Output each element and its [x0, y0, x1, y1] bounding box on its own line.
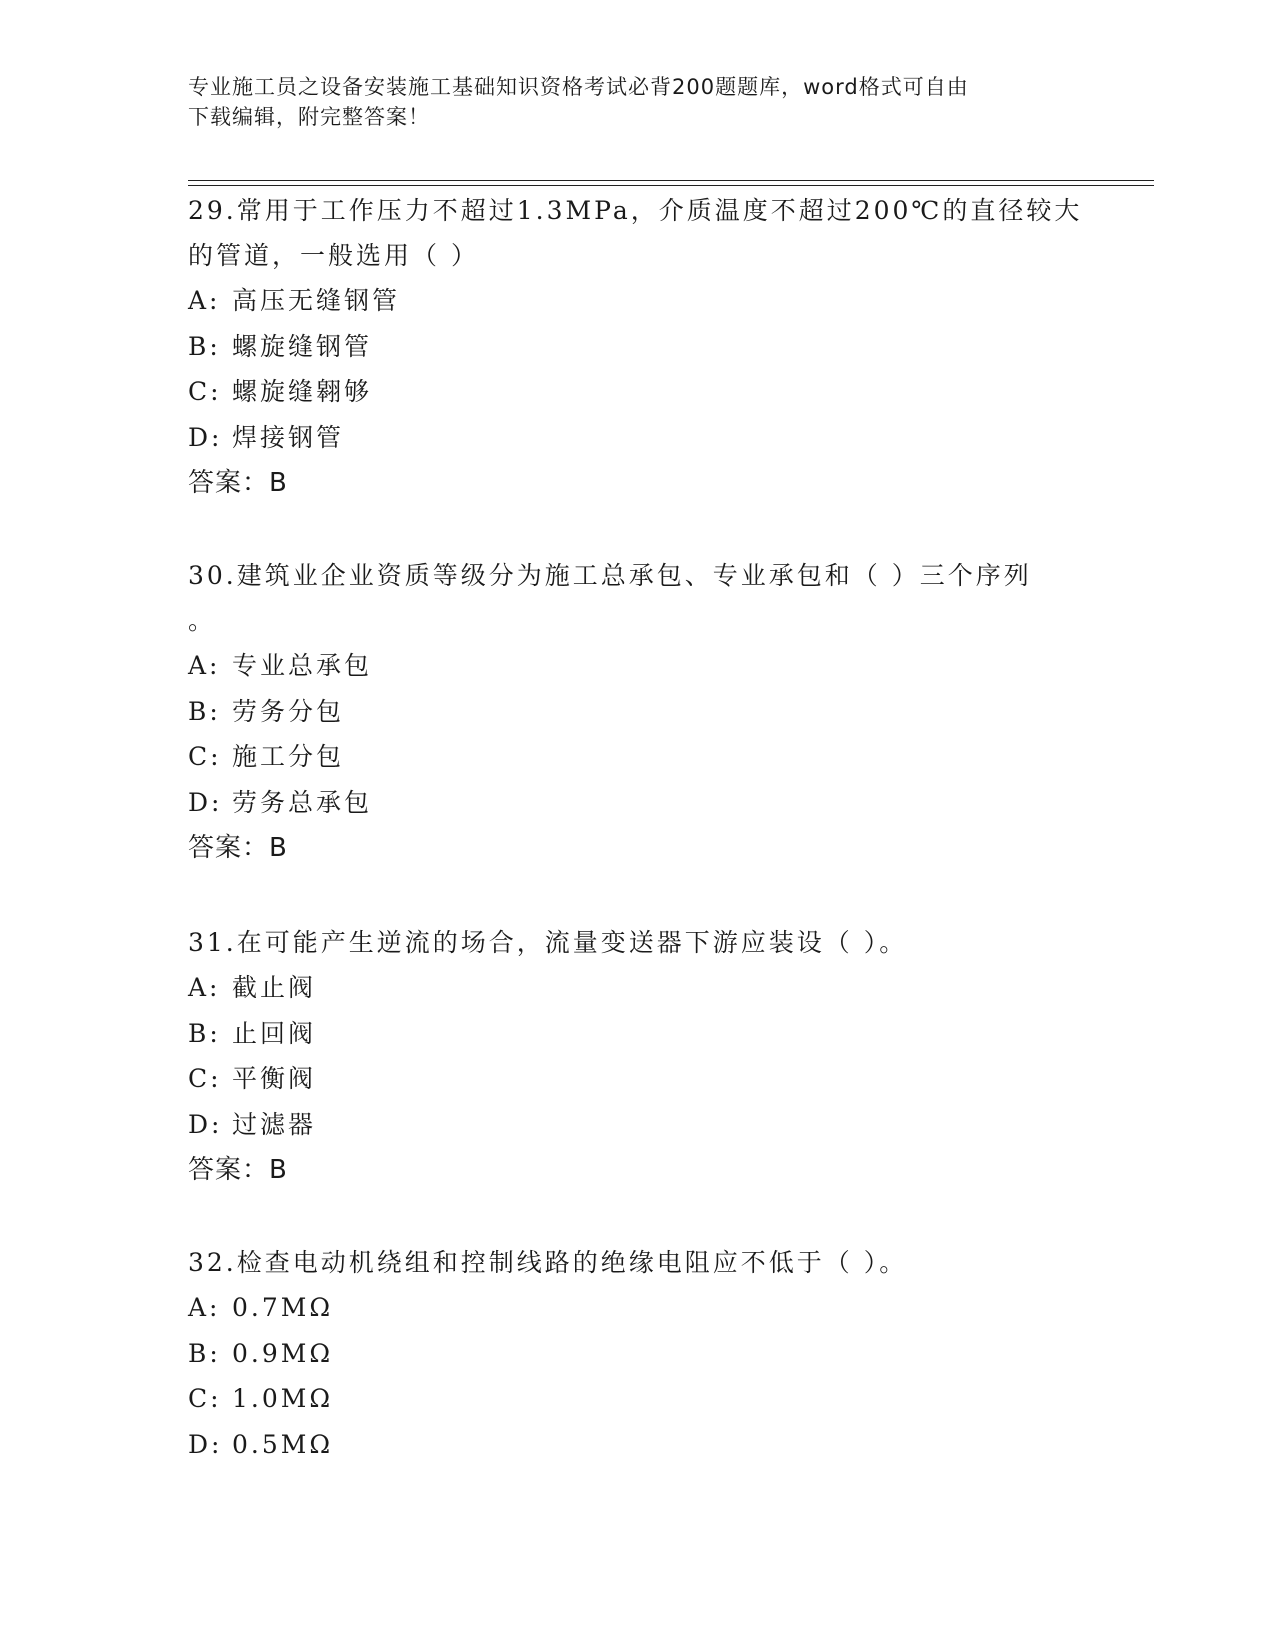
- question-text-line1: 30.建筑业企业资质等级分为施工总承包、专业承包和（ ）三个序列: [188, 561, 1032, 590]
- question-text-line2: 。: [188, 606, 217, 635]
- option-c: [188, 369, 1088, 415]
- option-text: 截止阀: [232, 973, 317, 1002]
- option-b: [188, 1011, 1088, 1057]
- option-letter: C:: [188, 742, 222, 771]
- question-text-line1: 29.常用于工作压力不超过1.3MPa，介质温度不超过200℃的直径较大: [188, 196, 1083, 225]
- question-text-line1: 31.在可能产生逆流的场合，流量变送器下游应装设（ ）。: [188, 928, 908, 957]
- question-32: [188, 1240, 1088, 1467]
- question-29: [188, 188, 1088, 506]
- option-text: 0.5MΩ: [232, 1429, 334, 1459]
- option-letter: D:: [188, 1109, 223, 1139]
- option-text: 止回阀: [232, 1018, 317, 1048]
- option-letter: A:: [188, 1293, 221, 1322]
- header-title-line1: 专业施工员之设备安装施工基础知识资格考试必背200题题库，word格式可自由: [188, 75, 969, 99]
- option-d: [188, 415, 1088, 461]
- option-text: 劳务分包: [232, 696, 345, 726]
- option-letter: A:: [188, 286, 221, 315]
- question-text-line2: 的管道，一般选用（ ）: [188, 241, 479, 270]
- option-text: 高压无缝钢管: [232, 286, 401, 315]
- option-text: 螺旋缝钢管: [232, 331, 373, 361]
- answer-line: 答案：B: [188, 833, 288, 863]
- option-letter: B:: [188, 696, 221, 726]
- option-letter: D:: [188, 422, 223, 452]
- option-a: [188, 1285, 1088, 1331]
- header-title-line2: 下载编辑，附完整答案！: [188, 105, 430, 129]
- document-header: [188, 72, 1088, 132]
- option-b: [188, 1331, 1088, 1377]
- option-text: 螺旋缝翱够: [232, 377, 373, 406]
- option-text: 焊接钢管: [232, 422, 345, 452]
- option-d: [188, 1102, 1088, 1148]
- option-text: 过滤器: [232, 1109, 317, 1139]
- option-letter: C:: [188, 1064, 222, 1093]
- option-letter: A:: [188, 651, 221, 680]
- question-text-line1: 32.检查电动机绕组和控制线路的绝缘电阻应不低于（ ）。: [188, 1248, 908, 1277]
- header-divider-bottom: [188, 185, 1154, 186]
- option-text: 平衡阀: [232, 1064, 317, 1093]
- answer-line: 答案：B: [188, 1155, 288, 1185]
- option-text: 0.7MΩ: [232, 1293, 334, 1322]
- option-letter: B:: [188, 1018, 221, 1048]
- option-letter: D:: [188, 787, 223, 817]
- option-a: [188, 643, 1088, 689]
- option-d: [188, 780, 1088, 826]
- answer-line: 答案：B: [188, 468, 288, 498]
- option-text: 专业总承包: [232, 651, 373, 680]
- option-b: [188, 689, 1088, 735]
- option-text: 0.9MΩ: [232, 1338, 334, 1368]
- header-divider-top: [188, 180, 1154, 181]
- option-c: [188, 734, 1088, 780]
- option-letter: A:: [188, 973, 221, 1002]
- option-c: [188, 1056, 1088, 1102]
- option-d: [188, 1422, 1088, 1468]
- option-letter: B:: [188, 1338, 221, 1368]
- option-letter: B:: [188, 331, 221, 361]
- option-text: 1.0MΩ: [232, 1384, 334, 1413]
- option-a: [188, 278, 1088, 324]
- option-a: [188, 965, 1088, 1011]
- option-c: [188, 1376, 1088, 1422]
- option-text: 施工分包: [232, 742, 345, 771]
- option-b: [188, 324, 1088, 370]
- question-31: [188, 920, 1088, 1193]
- option-letter: D:: [188, 1429, 223, 1459]
- option-text: 劳务总承包: [232, 787, 373, 817]
- option-letter: C:: [188, 377, 222, 406]
- question-30: [188, 553, 1088, 871]
- option-letter: C:: [188, 1384, 222, 1413]
